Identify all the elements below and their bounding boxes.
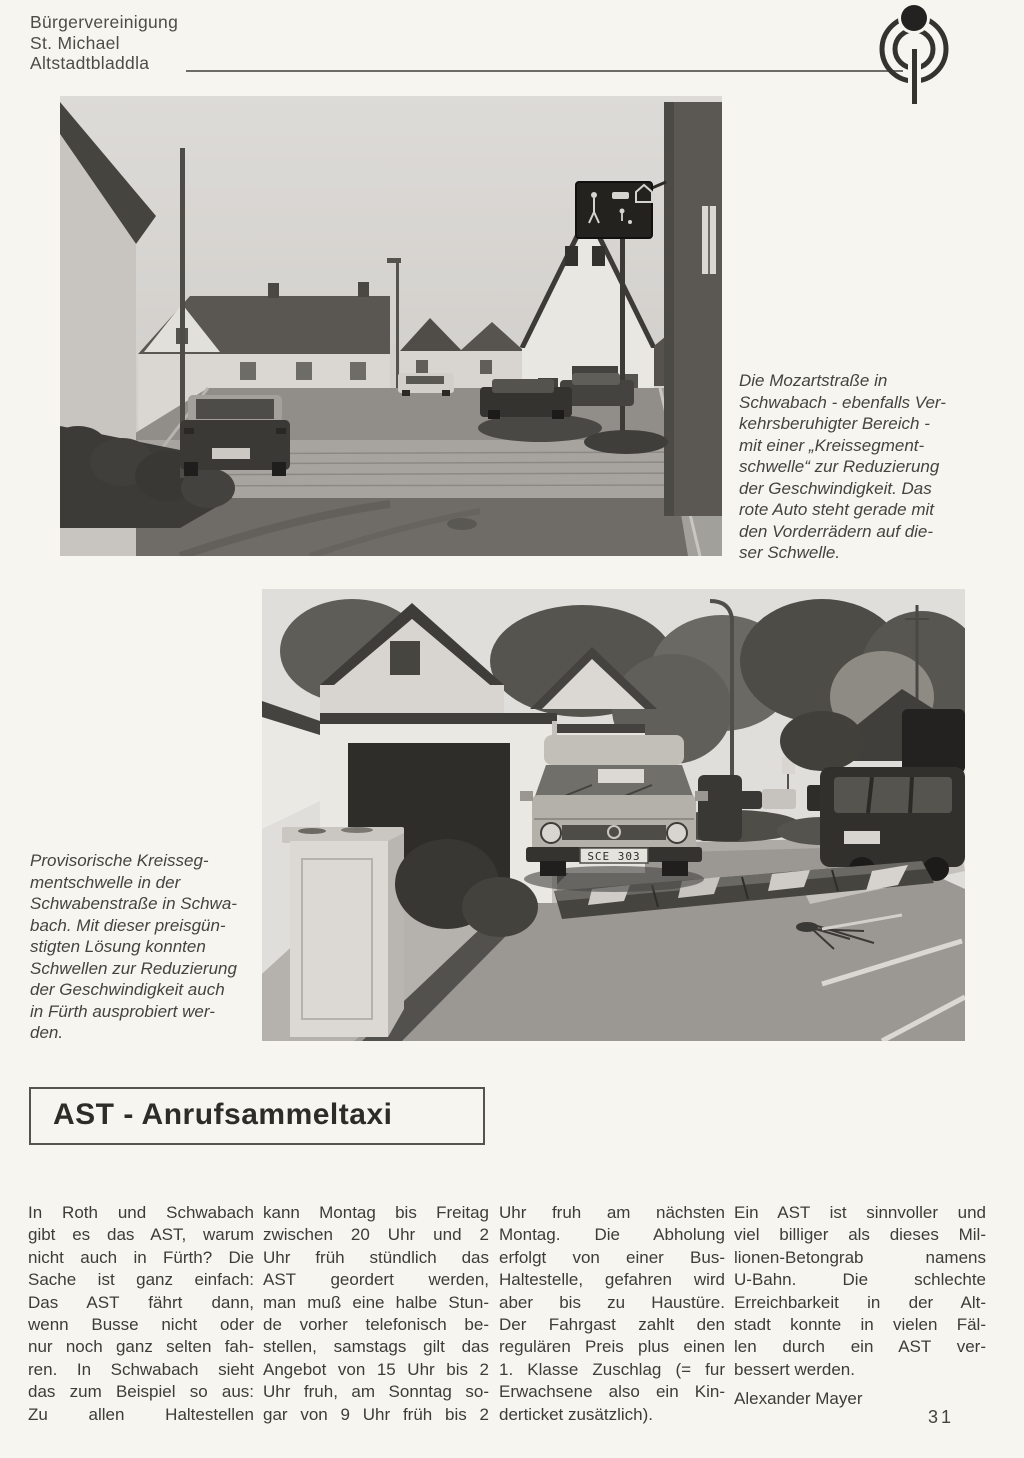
photo-mozartstrasse	[60, 96, 722, 556]
car-on-speed-hump	[180, 395, 290, 476]
article-title: AST - Anrufsammeltaxi	[53, 1098, 393, 1131]
distant-car	[398, 373, 454, 396]
photo-schwabenstrasse-caption: Provisorische Kreisseg- mentschwelle in der Schwabenstraße in Schwa- bach. Mit dieser preisgün- stigten Lösung konnten Schwellen zur Reduzierung der Geschwindigkeit auch in Fürth ausprobiert wer- den.	[30, 851, 237, 1042]
article-column-3: Uhr fruh am nächsten Montag. Die Abholung erfolgt von einer Bus- Haltestelle, gefahren wird aber bis zu Haustüre. Der Fahrgast zahlt den regulären Preis plus einen 1. Klasse Zuschlag (= fur Erwachsene also ein Kin- derticket zusätzlich).	[499, 1203, 725, 1424]
article-byline: Alexander Mayer	[734, 1389, 863, 1408]
article-column-1: In Roth und Schwabach gibt es das AST, warum nicht auch in Fürth? Die Sache ist ganz einfach: Das AST fährt dann, wenn Busse nicht oder nur noch ganz selten fah- ren. In Schwabach sieht das zum Beispiel so aus: Zu allen Haltestellen	[28, 1203, 254, 1424]
photo-schwabenstrasse	[262, 589, 965, 1041]
photo-mozartstrasse-caption: Die Mozartstraße in Schwabach - ebenfalls Ver- kehrsberuhigter Bereich - mit einer „Kreissegment- schwelle“ zur Reduzierung der Geschwindigkeit. Das rote Auto steht gerade mit den Vorderrädern auf die- ser Schwelle.	[739, 371, 946, 562]
article-column-4: Ein AST ist sinnvoller und viel billiger als dieses Mil- lionen-Betongrab namens U-Bahn. Die schlechte Erreichbarkeit in der Alt- stadt konnte in vielen Fäl- len durch ein AST ver- bessert werden.	[734, 1203, 986, 1379]
org-logo-icon	[872, 2, 960, 104]
page-number: 31	[928, 1407, 955, 1427]
license-plate: SCE 303	[587, 850, 641, 863]
article-title-box	[29, 1087, 485, 1145]
utility-box	[282, 827, 404, 1037]
masthead-rule	[186, 70, 903, 72]
masthead-org-name: Bürgervereinigung St. Michael Altstadtbladdla	[30, 12, 179, 73]
article-column-2: kann Montag bis Freitag zwischen 20 Uhr und 2 Uhr früh stündlich das AST geordert werden, man muß eine halbe Stun- de vorher telefonisch be- stellen, samstags gilt das Angebot von 15 Uhr bis 2 Uhr fruh, am Sonntag so- gar von 9 Uhr früh bis 2	[263, 1203, 489, 1424]
